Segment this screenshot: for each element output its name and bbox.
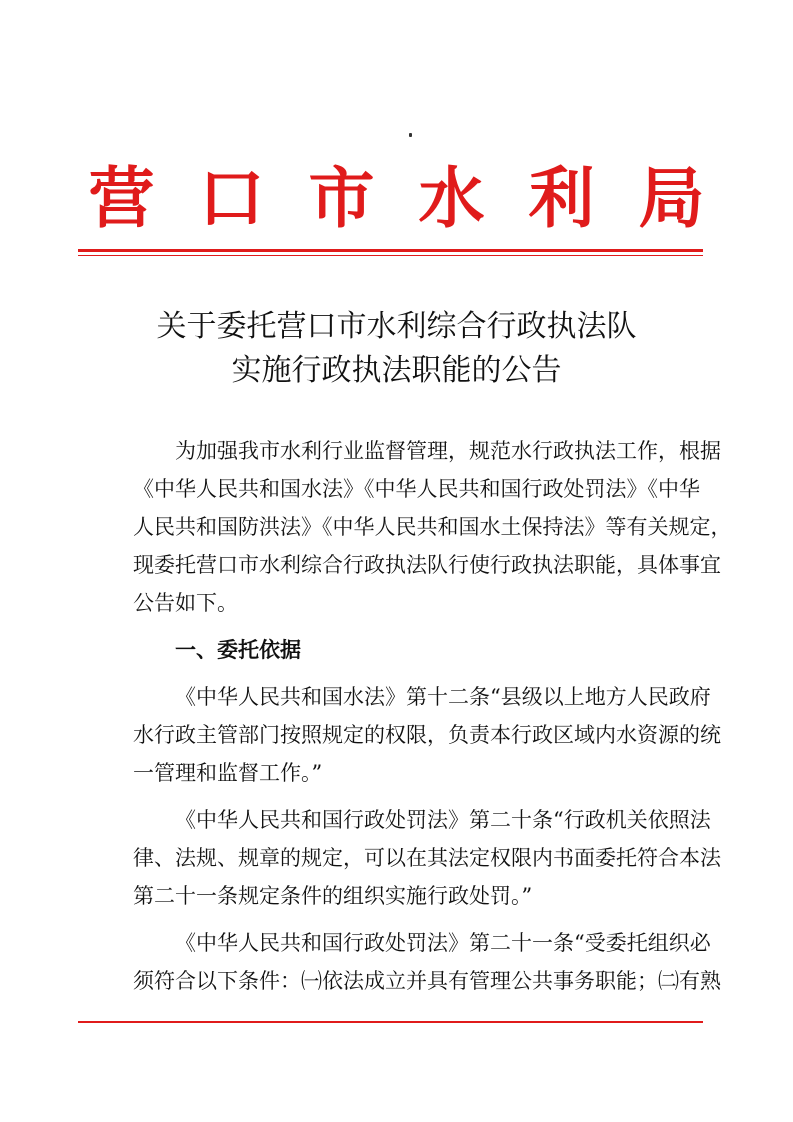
- intro-line-5: 公告如下。: [133, 591, 238, 615]
- intro-line-3: 人民共和国防洪法》《中华人民共和国水土保持法》等有关规定，: [133, 515, 732, 539]
- para1-line-3: 一管理和监督工作。”: [133, 761, 323, 785]
- intro-line-2: 《中华人民共和国水法》《中华人民共和国行政处罚法》《中华: [133, 477, 700, 501]
- para3-line-1: 《中华人民共和国行政处罚法》第二十一条“受委托组织必: [175, 931, 711, 955]
- letterhead-rule-thick: [78, 249, 703, 252]
- para2-line-2: 律、法规、规章的规定，可以在其法定权限内书面委托符合本法: [133, 846, 721, 870]
- para3-line-2: 须符合以下条件：㈠依法成立并具有管理公共事务职能；㈡有熟: [133, 969, 721, 993]
- para1-line-2: 水行政主管部门按照规定的权限，负责本行政区域内水资源的统: [133, 723, 721, 747]
- document-body: [133, 432, 732, 1000]
- footer-rule: [78, 1021, 703, 1023]
- document-title-line-1: 关于委托营口市水利综合行政执法队: [156, 309, 637, 344]
- intro-line-4: 现委托营口市水利综合行政执法队行使行政执法职能，具体事宜: [133, 553, 721, 577]
- scan-speck: [409, 133, 412, 137]
- letterhead-rule-thin: [78, 255, 703, 256]
- para2-line-3: 第二十一条规定条件的组织实施行政处罚。”: [133, 884, 533, 908]
- section-heading-1: 一、委托依据: [175, 638, 301, 662]
- document-title: [0, 305, 793, 393]
- letterhead-agency-name: 营口市水利局: [88, 159, 749, 237]
- para2-line-1: 《中华人民共和国行政处罚法》第二十条“行政机关依照法: [175, 808, 711, 832]
- intro-line-1: 为加强我市水利行业监督管理，规范水行政执法工作，根据: [175, 439, 721, 463]
- document-title-line-2: 实施行政执法职能的公告: [231, 353, 562, 388]
- para1-line-1: 《中华人民共和国水法》第十二条“县级以上地方人民政府: [175, 685, 711, 709]
